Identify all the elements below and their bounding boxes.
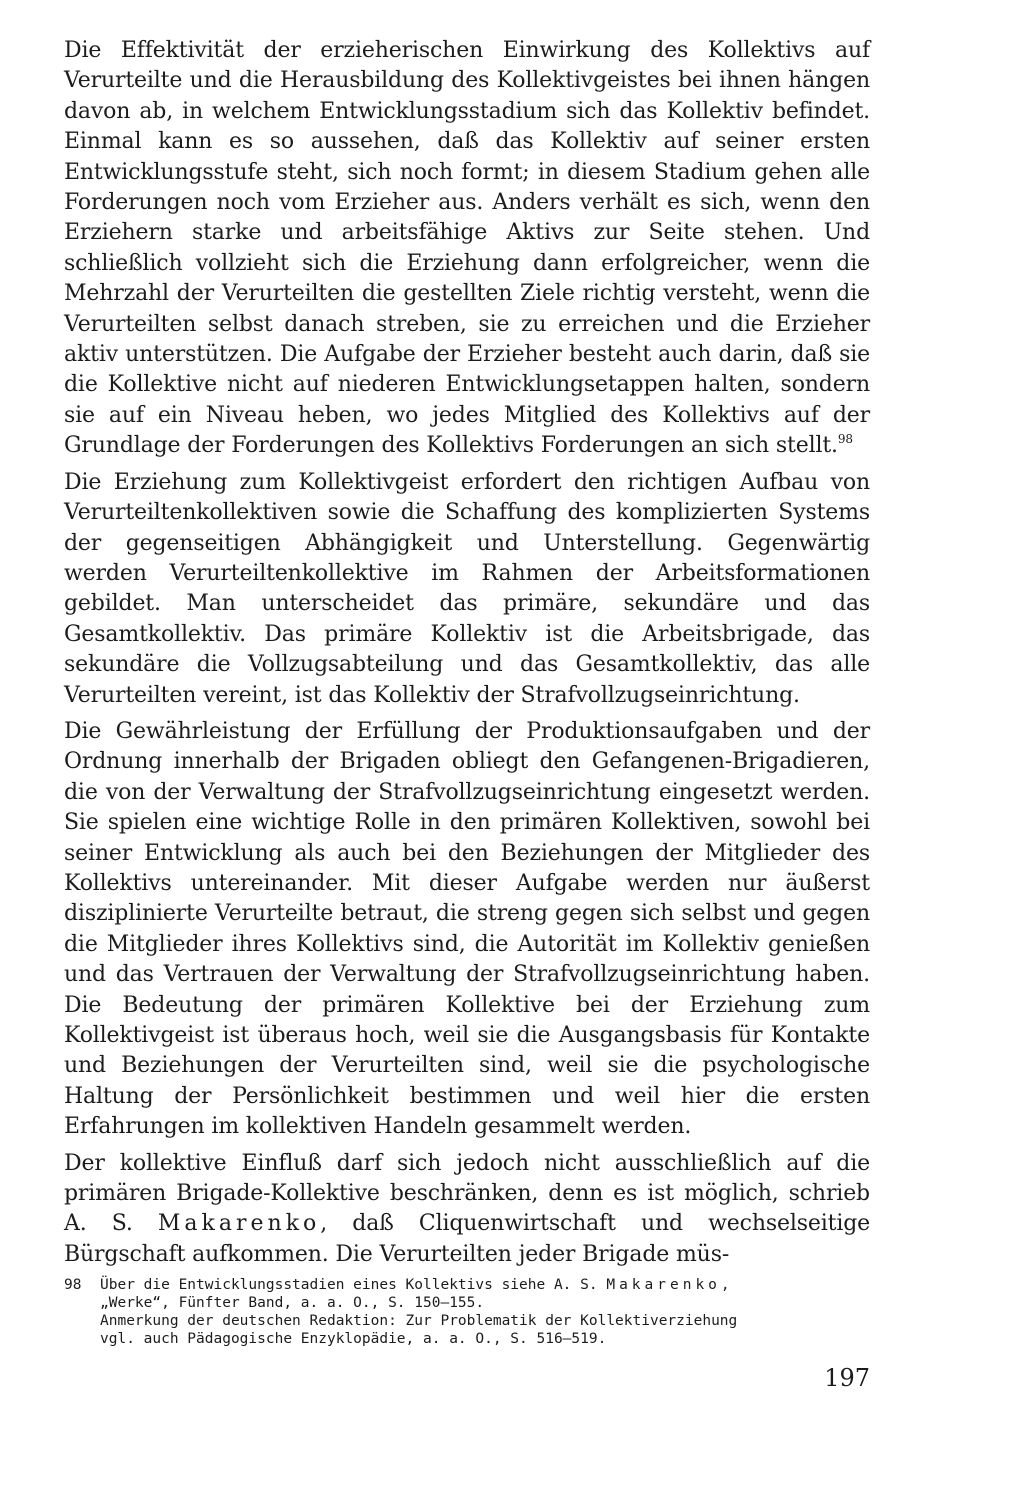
page-body [64,36,870,1276]
paragraph-3-text: Die Gewährleistung der Erfüllung der Produktionsaufgaben und der Ordnung innerhalb der Brigaden obliegt den Gefangenen-Brigadieren, die von der Verwaltung der Strafvollzugseinrichtung eingesetzt werden. Sie spielen eine wichtige Rolle in den primären Kollektiven, sowohl bei seiner Entwicklung als auch bei den Beziehungen der Mitglieder des Kollektivs untereinander. Mit dieser Aufgabe werden nur äußerst disziplinierte Verurteilte betraut, die streng gegen sich selbst und gegen die Mitglieder ihres Kollektivs sind, die Autorität im Kollektiv genießen und das Vertrauen der Verwaltung der Strafvollzugseinrichtung haben. Die Bedeutung der primären Kollektive bei der Erziehung zum Kollektivgeist ist überaus hoch, weil sie die Ausgangsbasis für Kontakte und Beziehungen der Verurteilten sind, weil sie die psychologische Haltung der Persönlichkeit bestimmen und weil hier die ersten Erfahrungen im kollektiven Handeln gesammelt werden. [64,718,870,1140]
page-number: 197 [824,1364,870,1392]
paragraph-2-text: Die Erziehung zum Kollektivgeist erfordert den richtigen Aufbau von Verurteiltenkollektiven sowie die Schaffung des komplizierten Systems der gegenseitigen Abhängigkeit und Unterstellung. Gegenwärtig werden Verurteiltenkollektive im Rahmen der Arbeitsformationen gebildet. Man unterscheidet das primäre, sekundäre und das Gesamtkollektiv. Das primäre Kollektiv ist die Arbeitsbrigade, das sekundäre die Vollzugsabteilung und das Gesamtkollektiv, das alle Verurteilten vereint, ist das Kollektiv der Strafvollzugseinrichtung. [64,469,870,708]
footnote-line-2: „Werke“, Fünfter Band, a. a. O., S. 150–155. [100,1295,485,1311]
footnote-author: Makarenko [606,1277,721,1293]
paragraph-2 [64,468,870,711]
author-name: Makarenko [157,1211,321,1237]
paragraph-4-text-after: , daß Cliquenwirtschaft und wechselseitige Bürgschaft aufkommen. Die Verurteilten jeder Brigade müs- [64,1211,871,1267]
paragraph-4 [64,1149,870,1271]
footnote-line-4: vgl. auch Pädagogische Enzyklopädie, a. a. O., S. 516–519. [100,1331,607,1347]
paragraph-1 [64,36,870,462]
footnote-line-3: Anmerkung der deutschen Redaktion: Zur Problematik der Kollektiverziehung [100,1313,738,1329]
footnote-line-1 [100,1276,870,1294]
paragraph-3 [64,717,870,1143]
footnote-body [100,1276,870,1348]
footnote-line-1-after: , [720,1277,730,1293]
footnote-98 [64,1276,870,1348]
footnote-section [64,1276,870,1348]
footnote-line-1-before: Über die Entwicklungsstadien eines Kollektivs siehe A. S. [100,1277,598,1293]
footnote-number: 98 [64,1277,82,1293]
footnote-reference: 98 [837,432,853,447]
paragraph-1-text: Die Effektivität der erzieherischen Einwirkung des Kollektivs auf Verurteilte und die Herausbildung des Kollektivgeistes bei ihnen hängen davon ab, in welchem Entwicklungsstadium sich das Kollektiv befindet. Einmal kann es so aussehen, daß das Kollektiv auf seiner ersten Entwicklungsstufe steht, sich noch formt; in diesem Stadium gehen alle Forderungen noch vom Erzieher aus. Anders verhält es sich, wenn den Erziehern starke und arbeitsfähige Aktivs zur Seite stehen. Und schließlich vollzieht sich die Erziehung dann erfolgreicher, wenn die Mehrzahl der Verurteilten die gestellten Ziele richtig versteht, wenn die Verurteilten selbst danach streben, sie zu erreichen und die Erzieher aktiv unterstützen. Die Aufgabe der Erzieher besteht auch darin, daß sie die Kollektive nicht auf niederen Entwicklungsetappen halten, sondern sie auf ein Niveau heben, wo jedes Mitglied des Kollektivs auf der Grundlage der Forderungen des Kollektivs Forderungen an sich stellt. [64,38,870,459]
paragraph-4-text-before: Der kollektive Einfluß darf sich jedoch nicht ausschließlich auf die primären Brigade-Kollektive beschränken, denn es ist möglich, schrieb A. S. [64,1150,870,1237]
